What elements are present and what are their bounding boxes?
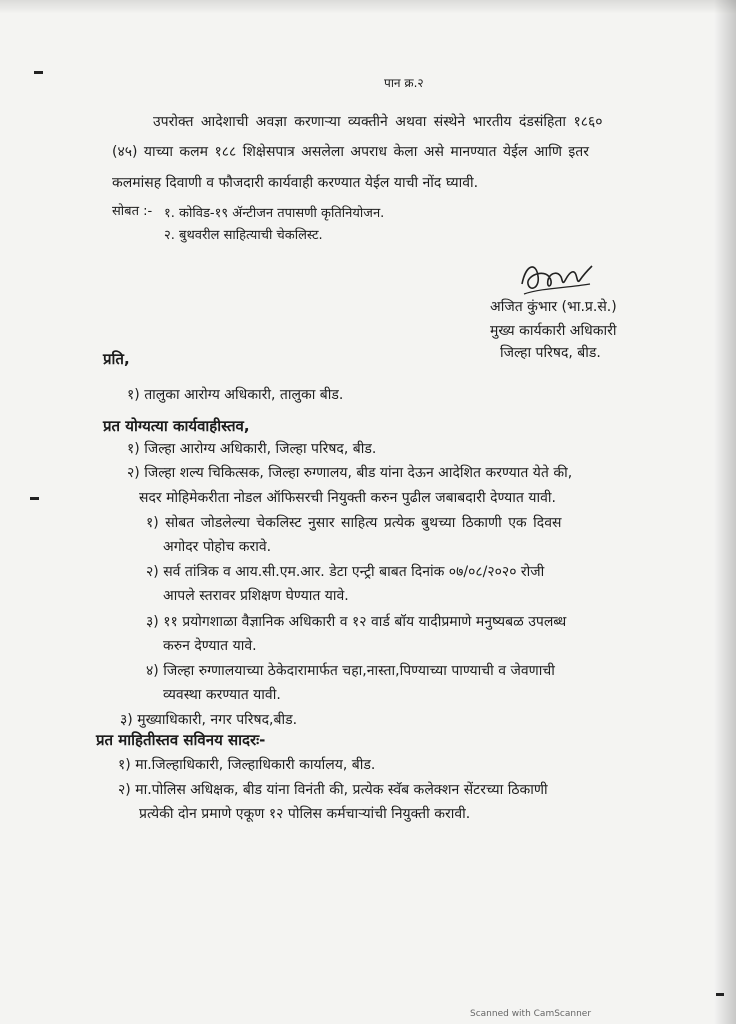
right-edge-shadow: [714, 0, 736, 1024]
punch-mark-right: [716, 993, 724, 996]
body-line-2: (४५) याच्या कलम १८८ शिक्षेसपात्र असलेला अपराध केला असे मानण्यात येईल आणि इतर: [112, 144, 590, 160]
enclosure-label: सोबत :-: [112, 204, 153, 219]
action-heading: प्रत योग्यत्या कार्यवाहीस्तव,: [103, 417, 250, 435]
action-sub-3-line-1: ३) ११ प्रयोगशाळा वैज्ञानिक अधिकारी व १२ वार्ड बॉय यादीप्रमाणे मनुष्यबळ उपलब्ध: [146, 614, 567, 630]
page-number: पान क्र.२: [384, 76, 424, 90]
signatory-designation: मुख्य कार्यकारी अधिकारी: [490, 323, 617, 339]
signatory-name: अजित कुंभार (भा.प्र.से.): [490, 299, 617, 315]
to-heading: प्रति,: [103, 350, 130, 368]
action-sub-4-line-1: ४) जिल्हा रुग्णालयाच्या ठेकेदारामार्फत चहा,नास्ता,पिण्याच्या पाण्याची व जेवणाची: [146, 663, 555, 679]
to-item-1: १) तालुका आरोग्य अधिकारी, तालुका बीड.: [127, 387, 344, 403]
info-item-2-line-2: प्रत्येकी दोन प्रमाणे एकूण १२ पोलिस कर्मचाऱ्यांची नियुक्ती करावी.: [139, 806, 471, 822]
action-sub-2-line-1: २) सर्व तांत्रिक व आय.सी.एम.आर. डेटा एन्ट्री बाबत दिनांक ०७/०८/२०२० रोजी: [146, 564, 545, 580]
body-line-3: कलमांसह दिवाणी व फौजदारी कार्यवाही करण्यात येईल याची नोंद घ्यावी.: [112, 175, 479, 191]
action-sub-4-line-2: व्यवस्था करण्यात यावी.: [163, 687, 281, 703]
action-sub-1-line-2: अगोदर पोहोच करावे.: [163, 539, 272, 555]
action-sub-3-line-2: करुन देण्यात यावे.: [163, 638, 257, 654]
action-item-3: ३) मुख्याधिकारी, नगर परिषद,बीड.: [120, 712, 298, 728]
signature-image: [516, 258, 596, 302]
body-line-1: उपरोक्त आदेशाची अवज्ञा करणाऱ्या व्यक्तीने अथवा संस्थेने भारतीय दंडसंहिता १८६०: [153, 114, 603, 130]
action-item-2-line-2: सदर मोहिमेकरीता नोडल ऑफिसरची नियुक्ती करुन पुढील जबाबदारी देण्यात यावी.: [139, 490, 556, 506]
enclosure-item-2: २. बुथवरील साहित्याची चेकलिस्ट.: [164, 228, 323, 243]
enclosure-item-1: १. कोविड-१९ ॲन्टीजन तपासणी कृतिनियोजन.: [164, 206, 385, 221]
punch-mark-top: [34, 71, 43, 74]
top-shadow: [0, 0, 736, 14]
info-heading: प्रत माहितीस्तव सविनय सादरः-: [96, 731, 266, 749]
action-sub-1-line-1: १) सोबत जोडलेल्या चेकलिस्ट नुसार साहित्य प्रत्येक बुथच्या ठिकाणी एक दिवस: [146, 515, 562, 531]
action-item-1: १) जिल्हा आरोग्य अधिकारी, जिल्हा परिषद, बीड.: [127, 441, 377, 457]
action-item-2-line-1: २) जिल्हा शल्य चिकित्सक, जिल्हा रुग्णालय, बीड यांना देऊन आदेशित करण्यात येते की,: [127, 465, 573, 481]
signatory-office: जिल्हा परिषद, बीड.: [500, 345, 601, 361]
info-item-2-line-1: २) मा.पोलिस अधिक्षक, बीड यांना विनंती की, प्रत्येक स्वॅब कलेक्शन सेंटरच्या ठिकाणी: [118, 782, 548, 798]
info-item-1: १) मा.जिल्हाधिकारी, जिल्हाधिकारी कार्यालय, बीड.: [118, 757, 376, 773]
punch-mark-middle: [30, 497, 39, 500]
action-sub-2-line-2: आपले स्तरावर प्रशिक्षण घेण्यात यावे.: [163, 588, 349, 604]
scanner-watermark: Scanned with CamScanner: [470, 1009, 592, 1019]
